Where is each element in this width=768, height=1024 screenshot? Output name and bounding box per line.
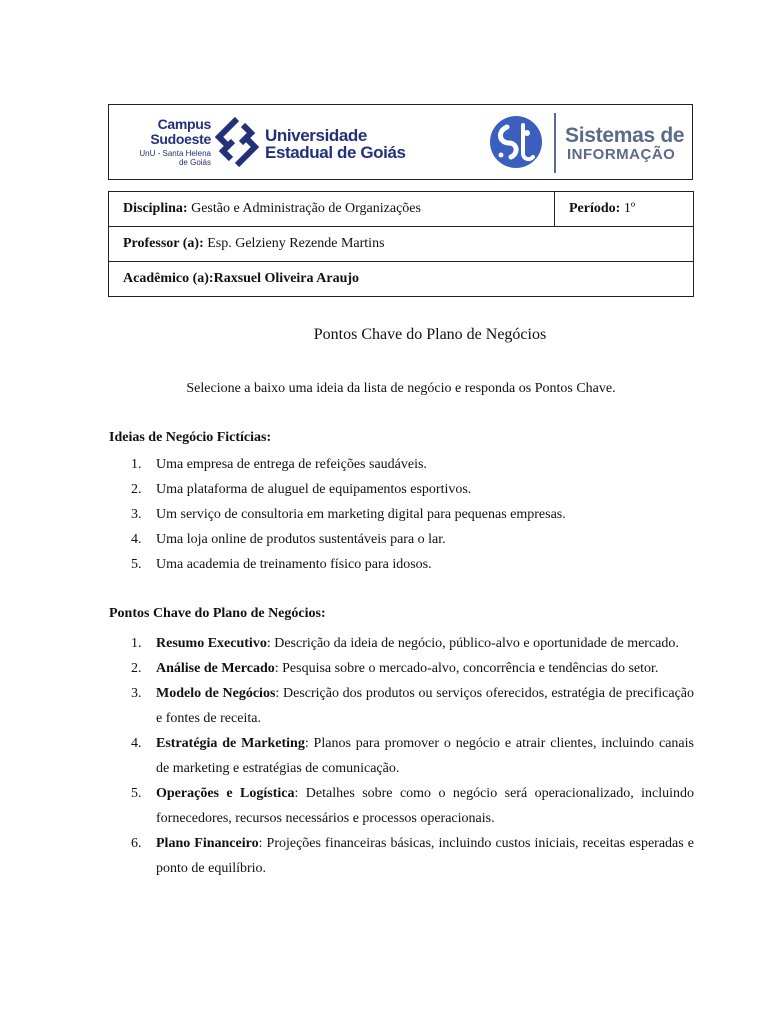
list-item bbox=[109, 530, 694, 555]
student-value: Raxsuel Oliveira Araujo bbox=[213, 271, 360, 286]
campus-line3: UnU - Santa Helena bbox=[139, 149, 211, 158]
ideas-heading: Ideias de Negócio Fictícias: bbox=[109, 430, 272, 445]
item-number: 4. bbox=[131, 532, 142, 547]
item-number: 5. bbox=[131, 557, 142, 572]
professor-cell bbox=[109, 227, 694, 262]
item-text: : Pesquisa sobre o mercado-alvo, concorrência e tendências do setor. bbox=[274, 661, 659, 676]
period-cell bbox=[555, 192, 694, 227]
item-number: 4. bbox=[131, 736, 142, 751]
course-line2: INFORMAÇÃO bbox=[567, 146, 676, 163]
keys-heading: Pontos Chave do Plano de Negócios: bbox=[109, 606, 326, 621]
item-number: 2. bbox=[131, 661, 142, 676]
item-number: 3. bbox=[131, 507, 142, 522]
item-text: : Planos para promover o negócio e atrair clientes, incluindo canais de marketing e estratégias de comunicação. bbox=[156, 736, 694, 776]
course-line1: Sistemas de bbox=[565, 124, 685, 147]
university-line1: Universidade bbox=[265, 126, 367, 145]
list-item bbox=[109, 781, 694, 831]
item-text: Uma academia de treinamento físico para idosos. bbox=[156, 557, 432, 572]
item-number: 2. bbox=[131, 482, 142, 497]
list-item bbox=[109, 555, 694, 580]
student-label: Acadêmico (a): bbox=[123, 271, 214, 286]
item-text: Uma loja online de produtos sustentáveis para o lar. bbox=[156, 532, 446, 547]
list-item bbox=[109, 455, 694, 480]
list-item bbox=[109, 480, 694, 505]
item-term: Plano Financeiro bbox=[156, 836, 259, 851]
item-term: Estratégia de Marketing bbox=[156, 736, 305, 751]
item-text: : Detalhes sobre como o negócio será operacionalizado, incluindo fornecedores, recursos necessários e processos operacionais. bbox=[156, 786, 694, 826]
campus-line2: Sudoeste bbox=[150, 131, 211, 147]
item-number: 1. bbox=[131, 636, 142, 651]
item-term: Resumo Executivo bbox=[156, 636, 267, 651]
item-term: Modelo de Negócios bbox=[156, 686, 276, 701]
campus-logo-text bbox=[119, 117, 211, 167]
item-term: Operações e Logística bbox=[156, 786, 295, 801]
ideas-list bbox=[109, 455, 694, 580]
discipline-label: Disciplina: bbox=[123, 201, 188, 216]
item-number: 5. bbox=[131, 786, 142, 801]
list-item bbox=[109, 831, 694, 881]
instruction-text: Selecione a baixo uma ideia da lista de negócio e responda os Pontos Chave. bbox=[186, 381, 616, 396]
item-text: : Descrição da ideia de negócio, público-alvo e oportunidade de mercado. bbox=[266, 636, 679, 651]
item-term: Análise de Mercado bbox=[156, 661, 275, 676]
student-row bbox=[109, 262, 694, 297]
item-text: : Descrição dos produtos ou serviços oferecidos, estratégia de precificação e fontes de receita. bbox=[156, 686, 695, 726]
professor-row bbox=[109, 227, 694, 262]
item-number: 3. bbox=[131, 686, 142, 701]
list-item bbox=[109, 631, 694, 656]
university-name bbox=[265, 127, 406, 161]
header-logo-box bbox=[108, 104, 693, 180]
item-number: 6. bbox=[131, 836, 142, 851]
discipline-cell bbox=[109, 192, 555, 227]
list-item bbox=[109, 681, 694, 731]
si-logo-icon bbox=[487, 113, 545, 171]
item-text: Uma empresa de entrega de refeições saudáveis. bbox=[156, 457, 427, 472]
item-number: 1. bbox=[131, 457, 142, 472]
keys-list bbox=[109, 631, 694, 881]
professor-value: Esp. Gelzieny Rezende Martins bbox=[207, 236, 385, 251]
discipline-value: Gestão e Administração de Organizações bbox=[191, 201, 421, 216]
period-label: Período: bbox=[569, 201, 621, 216]
item-text: : Projeções financeiras básicas, incluindo custos iniciais, receitas esperadas e ponto de equilíbrio. bbox=[156, 836, 694, 876]
university-line2: Estadual de Goiás bbox=[265, 143, 406, 162]
page-title: Pontos Chave do Plano de Negócios bbox=[313, 326, 547, 343]
campus-line4: de Goiás bbox=[178, 158, 211, 167]
list-item bbox=[109, 731, 694, 781]
logo-divider bbox=[554, 113, 556, 173]
student-cell bbox=[109, 262, 694, 297]
item-text: Um serviço de consultoria em marketing digital para pequenas empresas. bbox=[156, 507, 566, 522]
ueg-logo-icon bbox=[213, 115, 261, 169]
professor-label: Professor (a): bbox=[123, 236, 204, 251]
period-value: 1º bbox=[623, 201, 636, 216]
course-name bbox=[565, 125, 684, 163]
list-item bbox=[109, 505, 694, 530]
campus-line1: Campus bbox=[157, 116, 211, 132]
discipline-row bbox=[109, 192, 694, 227]
list-item bbox=[109, 656, 694, 681]
item-text: Uma plataforma de aluguel de equipamentos esportivos. bbox=[156, 482, 472, 497]
info-table bbox=[108, 191, 694, 297]
